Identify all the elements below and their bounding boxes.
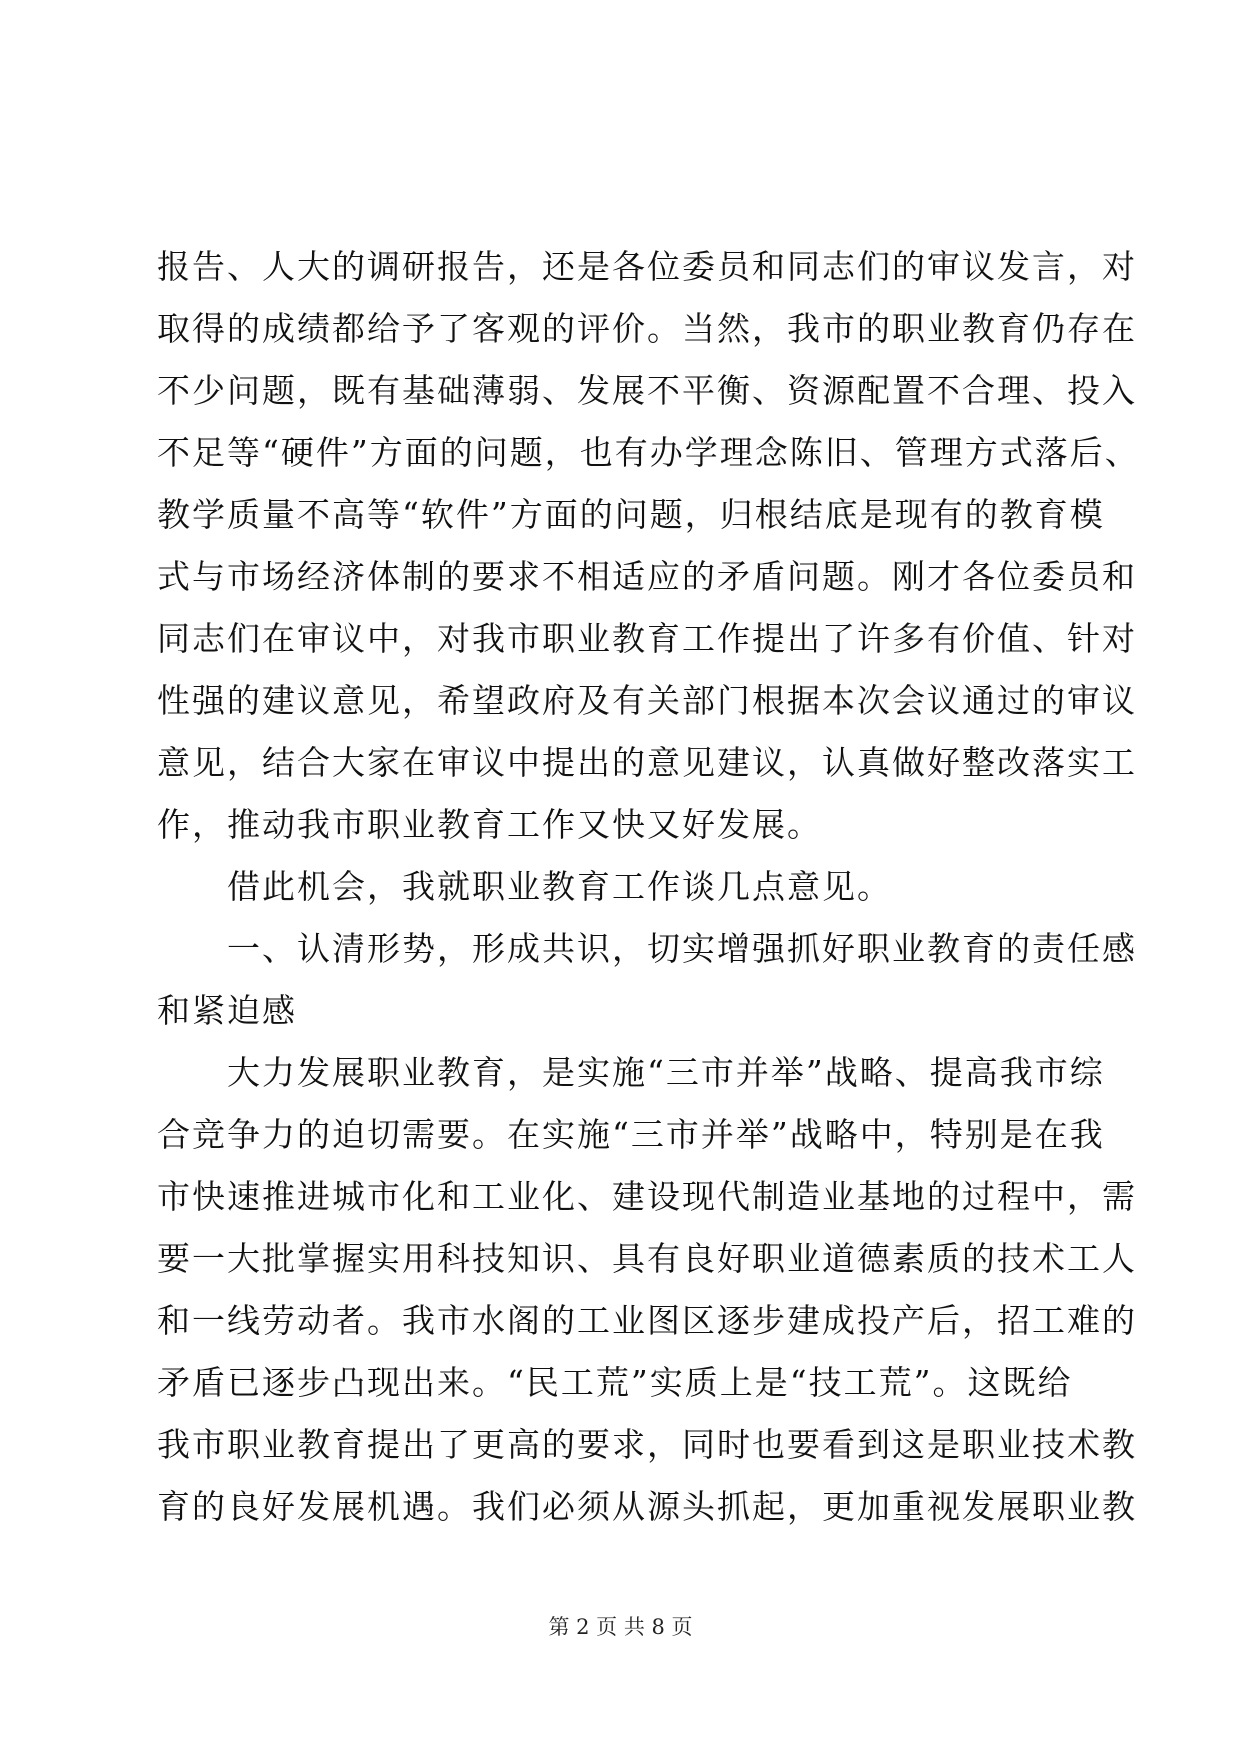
body-text-line: 不足等“硬件”方面的问题，也有办学理念陈旧、管理方式落后、	[157, 433, 1140, 472]
body-text-line: 育的良好发展机遇。我们必须从源头抓起，更加重视发展职业教	[157, 1487, 1137, 1526]
body-text-line: 矛盾已逐步凸现出来。“民工荒”实质上是“技工荒”。这既给	[157, 1363, 1073, 1402]
body-text-line: 式与市场经济体制的要求不相适应的矛盾问题。刚才各位委员和	[157, 557, 1137, 596]
body-text-line: 大力发展职业教育，是实施“三市并举”战略、提高我市综	[157, 1053, 1105, 1092]
page-number-footer: 第 2 页 共 8 页	[548, 1615, 693, 1639]
body-text-line: 取得的成绩都给予了客观的评价。当然，我市的职业教育仍存在	[157, 309, 1137, 348]
body-text-line: 市快速推进城市化和工业化、建设现代制造业基地的过程中，需	[157, 1177, 1137, 1216]
body-text-line: 不少问题，既有基础薄弱、发展不平衡、资源配置不合理、投入	[157, 371, 1137, 410]
body-text-line: 我市职业教育提出了更高的要求，同时也要看到这是职业技术教	[157, 1425, 1137, 1464]
body-text-line: 借此机会，我就职业教育工作谈几点意见。	[157, 867, 892, 906]
section-heading-line: 一、认清形势，形成共识，切实增强抓好职业教育的责任感	[157, 929, 1137, 968]
body-text-line: 作，推动我市职业教育工作又快又好发展。	[157, 805, 822, 844]
body-text-line: 性强的建议意见，希望政府及有关部门根据本次会议通过的审议	[157, 681, 1137, 720]
body-text-line: 合竞争力的迫切需要。在实施“三市并举”战略中，特别是在我	[157, 1115, 1105, 1154]
body-text-line: 报告、人大的调研报告，还是各位委员和同志们的审议发言，对	[157, 247, 1137, 286]
body-text-line: 同志们在审议中，对我市职业教育工作提出了许多有价值、针对	[157, 619, 1137, 658]
body-text-line: 意见，结合大家在审议中提出的意见建议，认真做好整改落实工	[157, 743, 1137, 782]
section-heading-line: 和紧迫感	[157, 991, 297, 1030]
body-text-line: 要一大批掌握实用科技知识、具有良好职业道德素质的技术工人	[157, 1239, 1137, 1278]
body-text-line: 和一线劳动者。我市水阁的工业图区逐步建成投产后，招工难的	[157, 1301, 1137, 1340]
body-text-line: 教学质量不高等“软件”方面的问题，归根结底是现有的教育模	[157, 495, 1105, 534]
